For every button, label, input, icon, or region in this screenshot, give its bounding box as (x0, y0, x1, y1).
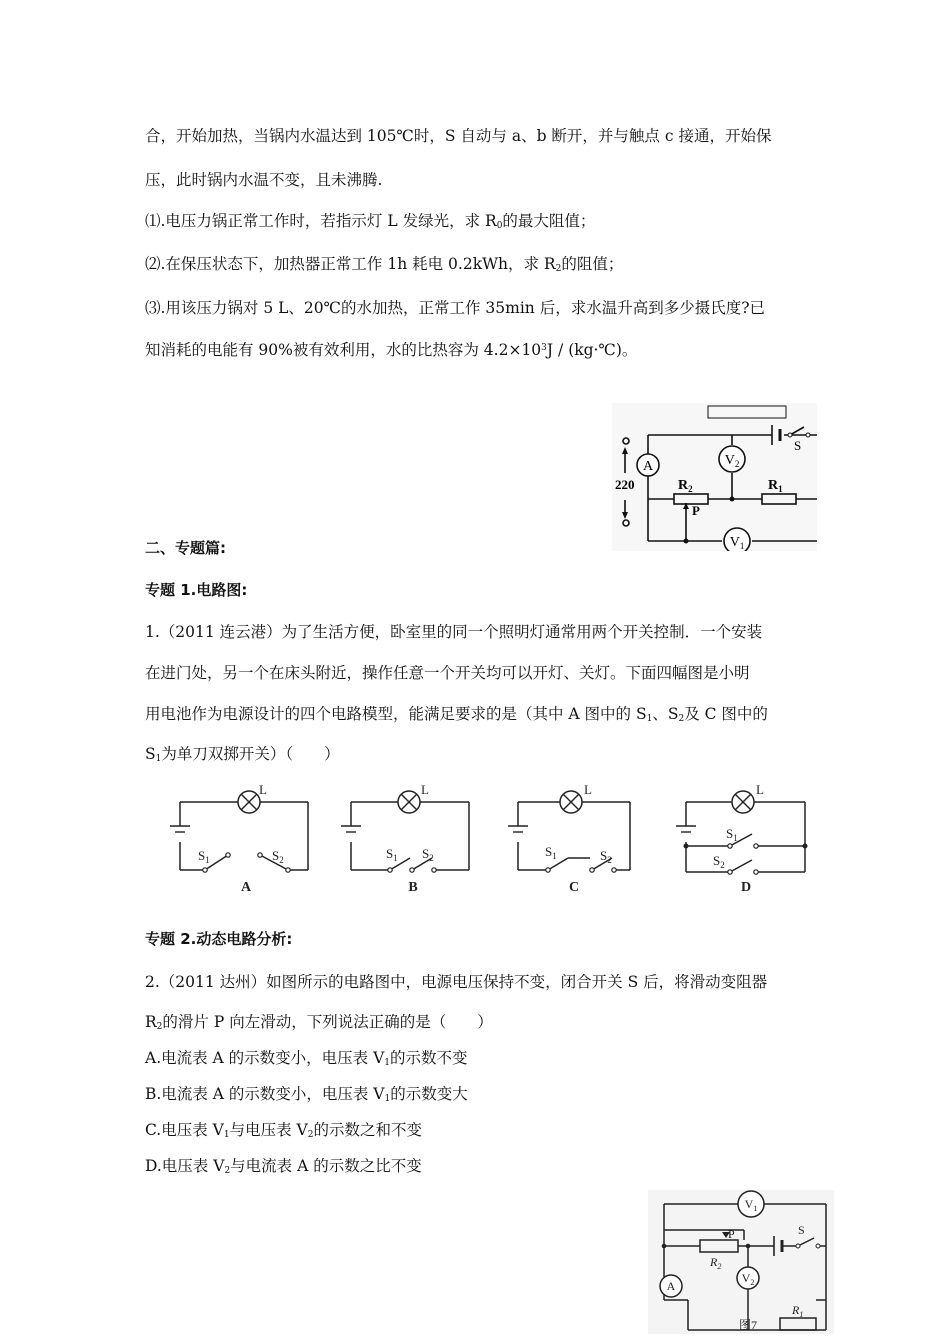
ammeter-label: A (642, 459, 654, 474)
fig7-v1-label: V (744, 1197, 754, 1211)
option-d: D.电压表 $V_2$与电流表 A 的示数之比不变 (145, 1157, 422, 1176)
option-c-label: C (568, 880, 580, 895)
topic-2-title: 专题 2.动态电路分析: (145, 930, 293, 948)
question-2: ⑵.在保压状态下，加热器正常工作 1h 耗电 0.2kWh，求 $R_2$的阻值； (145, 255, 624, 274)
fig7-caption: 图7 (738, 1318, 758, 1332)
voltmeter-1-label: V (729, 535, 740, 550)
circuit-figure-1 (612, 403, 817, 551)
circuit-options-figure (160, 780, 820, 900)
question-1: ⑴.电压力锅正常工作时，若指示灯 L 发绿光，求 $R_0$的最大阻值； (145, 212, 596, 231)
svg-text:S2: $S_2$ (600, 848, 612, 865)
slider-p-label: P (692, 503, 700, 518)
svg-text:L: L (259, 782, 267, 797)
svg-text:S1: $S_1$ (386, 846, 398, 863)
option-c: C.电压表 $V_1$与电压表 $V_2$的示数之和不变 (145, 1121, 422, 1140)
svg-text:R2: $R_2$ (710, 1255, 722, 1271)
question-text: $S_1$为单刀双掷开关）（ ） (145, 745, 340, 764)
r2-label: R (678, 478, 689, 493)
question-text: $R_2$的滑片 P 向左滑动，下列说法正确的是（ ） (145, 1013, 493, 1032)
voltage-label: 220 (615, 477, 635, 492)
question-text: 用电池作为电源设计的四个电路模型，能满足要求的是（其中 A 图中的 $S_1$、$S_2$及 C 图中的 (145, 705, 768, 724)
para-line: 压，此时锅内水温不变，且未沸腾. (145, 171, 383, 189)
svg-text:S2: $S_2$ (422, 846, 434, 863)
para-line: 合，开始加热，当锅内水温达到 105℃时，S 自动与 a、b 断开，并与触点 c 接通，开始保 (145, 127, 772, 145)
option-b: B.电流表 A 的示数变小，电压表 $V_1$的示数变大 (145, 1085, 468, 1104)
question-text: 1.（2011 连云港）为了生活方便，卧室里的同一个照明灯通常用两个开关控制．一个安装 (145, 623, 763, 641)
fig7-s-label: S (798, 1223, 805, 1237)
svg-text:S2: $S_2$ (713, 853, 725, 870)
option-a-label: A (240, 880, 252, 895)
svg-text:S1: $S_1$ (545, 844, 557, 861)
svg-text:S1: $S_1$ (198, 848, 210, 865)
svg-text:S1: $S_1$ (726, 826, 738, 843)
question-text: 在进门处，另一个在床头附近，操作任意一个开关均可以开灯、关灯。下面四幅图是小明 (145, 664, 750, 682)
question-text: 2.（2011 达州）如图所示的电路图中，电源电压保持不变，闭合开关 S 后，将滑动变阻器 (145, 973, 768, 991)
svg-text:R1: $R_1$ (792, 1303, 804, 1319)
r1-label: R (768, 478, 779, 493)
option-a: A.电流表 A 的示数变小，电压表 $V_1$的示数不变 (145, 1049, 468, 1068)
fig7-a-label: A (666, 1279, 676, 1293)
option-b-label: B (408, 880, 418, 895)
svg-text:S2: $S_2$ (272, 848, 284, 865)
svg-text:V1: $V_1$ (744, 1197, 758, 1213)
svg-text:L: L (756, 782, 764, 797)
option-d-label: D (740, 880, 752, 895)
svg-text:V2: $V_2$ (724, 453, 740, 469)
switch-label: S (794, 438, 802, 453)
fig7-v2-label: V (741, 1271, 751, 1285)
topic-1-title: 专题 1.电路图: (145, 581, 248, 599)
svg-text:R2: $R_2$ (678, 478, 693, 494)
fig7-p-label: P (728, 1227, 735, 1241)
circuit-figure-7 (648, 1190, 834, 1334)
question-3-line-2: 知消耗的电能有 90%被有效利用，水的比热容为 $4.2\times 10^3J$ / (kg·℃)。 (145, 341, 638, 359)
svg-text:R1: $R_1$ (768, 478, 783, 494)
question-3: ⑶.用该压力锅对 5 L、20℃的水加热，正常工作 35min 后，求水温升高到多少摄氏度?已 (145, 299, 766, 317)
section-title: 二、专题篇: (145, 539, 226, 557)
svg-text:L: L (584, 782, 592, 797)
svg-text:L: L (421, 782, 429, 797)
svg-text:V1: $V_1$ (729, 535, 745, 551)
voltmeter-2-label: V (724, 453, 735, 468)
svg-text:V2: $V_2$ (741, 1271, 755, 1287)
